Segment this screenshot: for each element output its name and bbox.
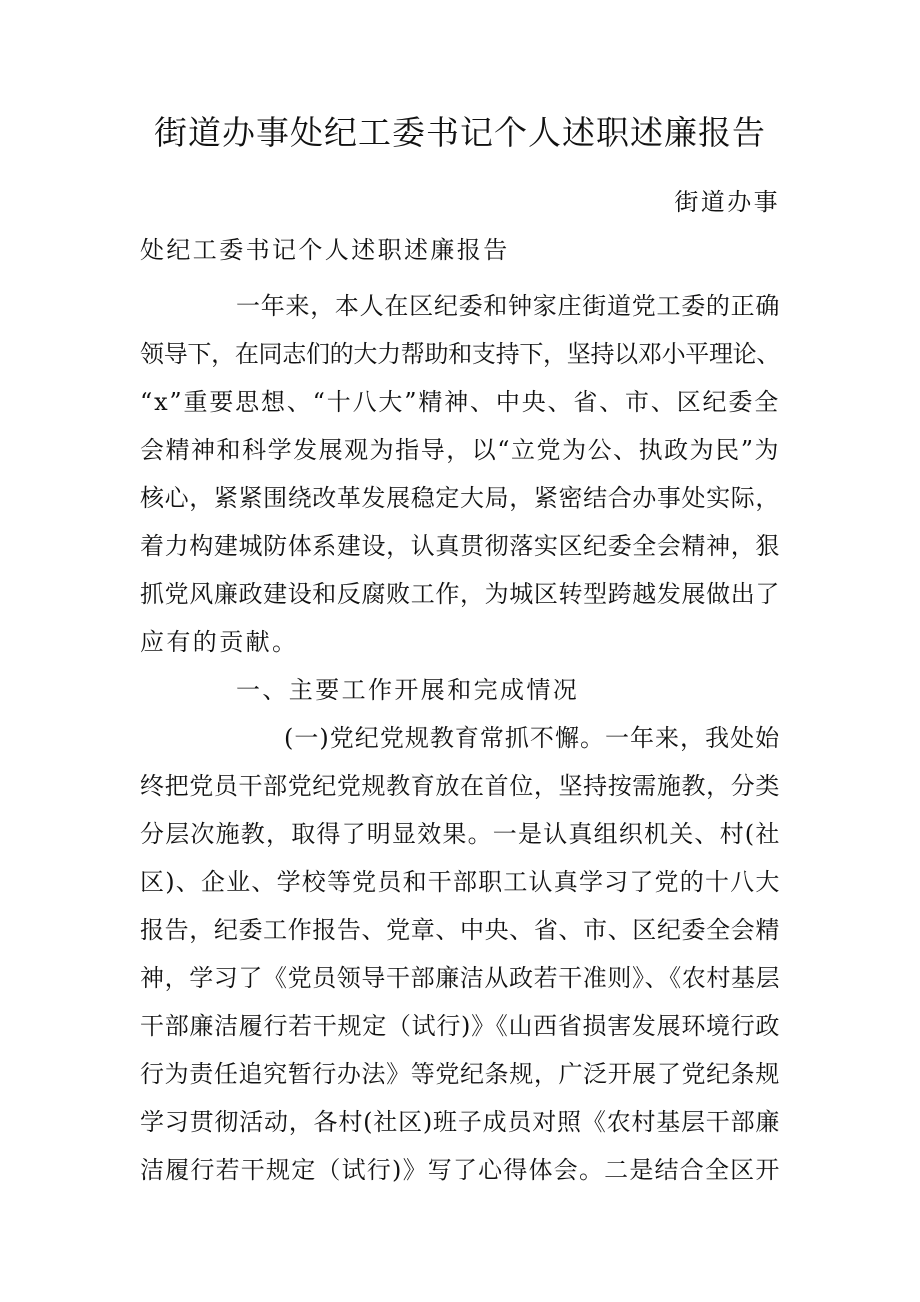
paragraph-line: 报告，纪委工作报告、党章、中央、省、市、区纪委全会精 <box>140 916 780 944</box>
paragraph-line: 终把党员干部党纪党规教育放在首位，坚持按需施教，分类 <box>140 772 780 800</box>
subtitle-line: 处纪工委书记个人述职述廉报告 <box>140 236 510 264</box>
paragraph-line: 行为责任追究暂行办法》等党纪条规，广泛开展了党纪条规 <box>140 1060 780 1088</box>
paragraph-line: 洁履行若干规定（试行)》写了心得体会。二是结合全区开 <box>140 1156 781 1184</box>
paragraph-line: 分层次施教，取得了明显效果。一是认真组织机关、村(社 <box>140 820 781 848</box>
paragraph-line: 着力构建城防体系建设，认真贯彻落实区纪委全会精神，狠 <box>140 532 780 560</box>
paragraph-line: 会精神和科学发展观为指导，以“立党为公、执政为民”为 <box>140 436 780 464</box>
paragraph-line: 一年来，本人在区纪委和钟家庄街道党工委的正确 <box>236 292 780 320</box>
paragraph-line: 干部廉洁履行若干规定（试行)》《山西省损害发展环境行政 <box>140 1012 780 1040</box>
paragraph-line: (一)党纪党规教育常抓不懈。一年来，我处始 <box>284 724 780 752</box>
paragraph-line: 抓党风廉政建设和反腐败工作，为城区转型跨越发展做出了 <box>140 580 780 608</box>
author-line: 街道办事 <box>674 188 780 216</box>
paragraph-line: 核心，紧紧围绕改革发展稳定大局，紧密结合办事处实际， <box>140 484 780 512</box>
paragraph-line: “x”重要思想、“十八大”精神、中央、省、市、区纪委全 <box>140 388 780 416</box>
paragraph-line: 区)、企业、学校等党员和干部职工认真学习了党的十八大 <box>140 868 781 896</box>
paragraph-line: 学习贯彻活动，各村(社区)班子成员对照《农村基层干部廉 <box>140 1108 780 1136</box>
document-title: 街道办事处纪工委书记个人述职述廉报告 <box>154 113 766 152</box>
paragraph-line: 领导下，在同志们的大力帮助和支持下，坚持以邓小平理论、 <box>140 340 780 368</box>
section-heading: 一、主要工作开展和完成情况 <box>236 676 580 704</box>
paragraph-line: 应有的贡献。 <box>140 628 299 656</box>
paragraph-line: 神，学习了《党员领导干部廉洁从政若干准则》、《农村基层 <box>140 964 781 992</box>
